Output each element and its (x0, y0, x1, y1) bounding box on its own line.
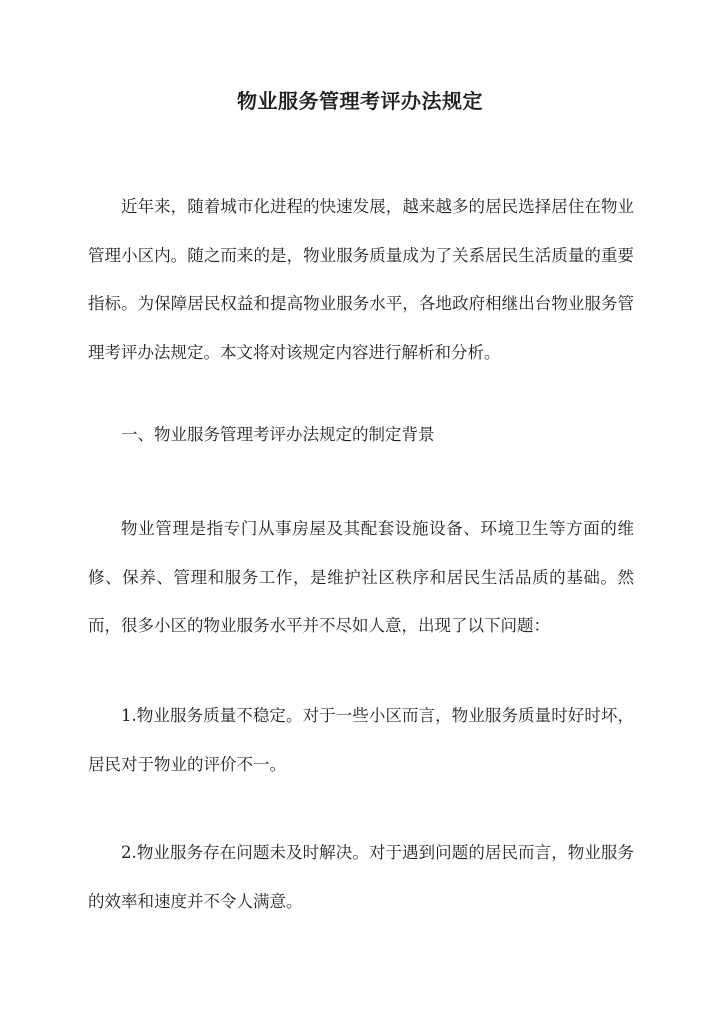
document-title: 物业服务管理考评办法规定 (237, 89, 483, 113)
section-heading: 一、物业服务管理考评办法规定的制定背景 (121, 425, 435, 444)
intro-paragraph: 近年来，随着城市化进程的快速发展，越来越多的居民选择居住在物业管理小区内。随之而来的是，物业服务质量成为了关系居民生活质量的重要指标。为保障居民权益和提高物业服务水平，各地政府相继出台物业服务管理考评办法规定。本文将对该规定内容进行解析和分析。 (88, 197, 634, 362)
list-item-1: 1.物业服务质量不稳定。对于一些小区而言，物业服务质量时好时坏，居民对于物业的评价不一。 (88, 706, 634, 774)
list-item-2: 2.物业服务存在问题未及时解决。对于遇到问题的居民而言，物业服务的效率和速度并不令人满意。 (88, 843, 634, 911)
background-paragraph: 物业管理是指专门从事房屋及其配套设施设备、环境卫生等方面的维修、保养、管理和服务工作，是维护社区秩序和居民生活品质的基础。然而，很多小区的物业服务水平并不尽如人意，出现了以下问题： (88, 519, 634, 635)
